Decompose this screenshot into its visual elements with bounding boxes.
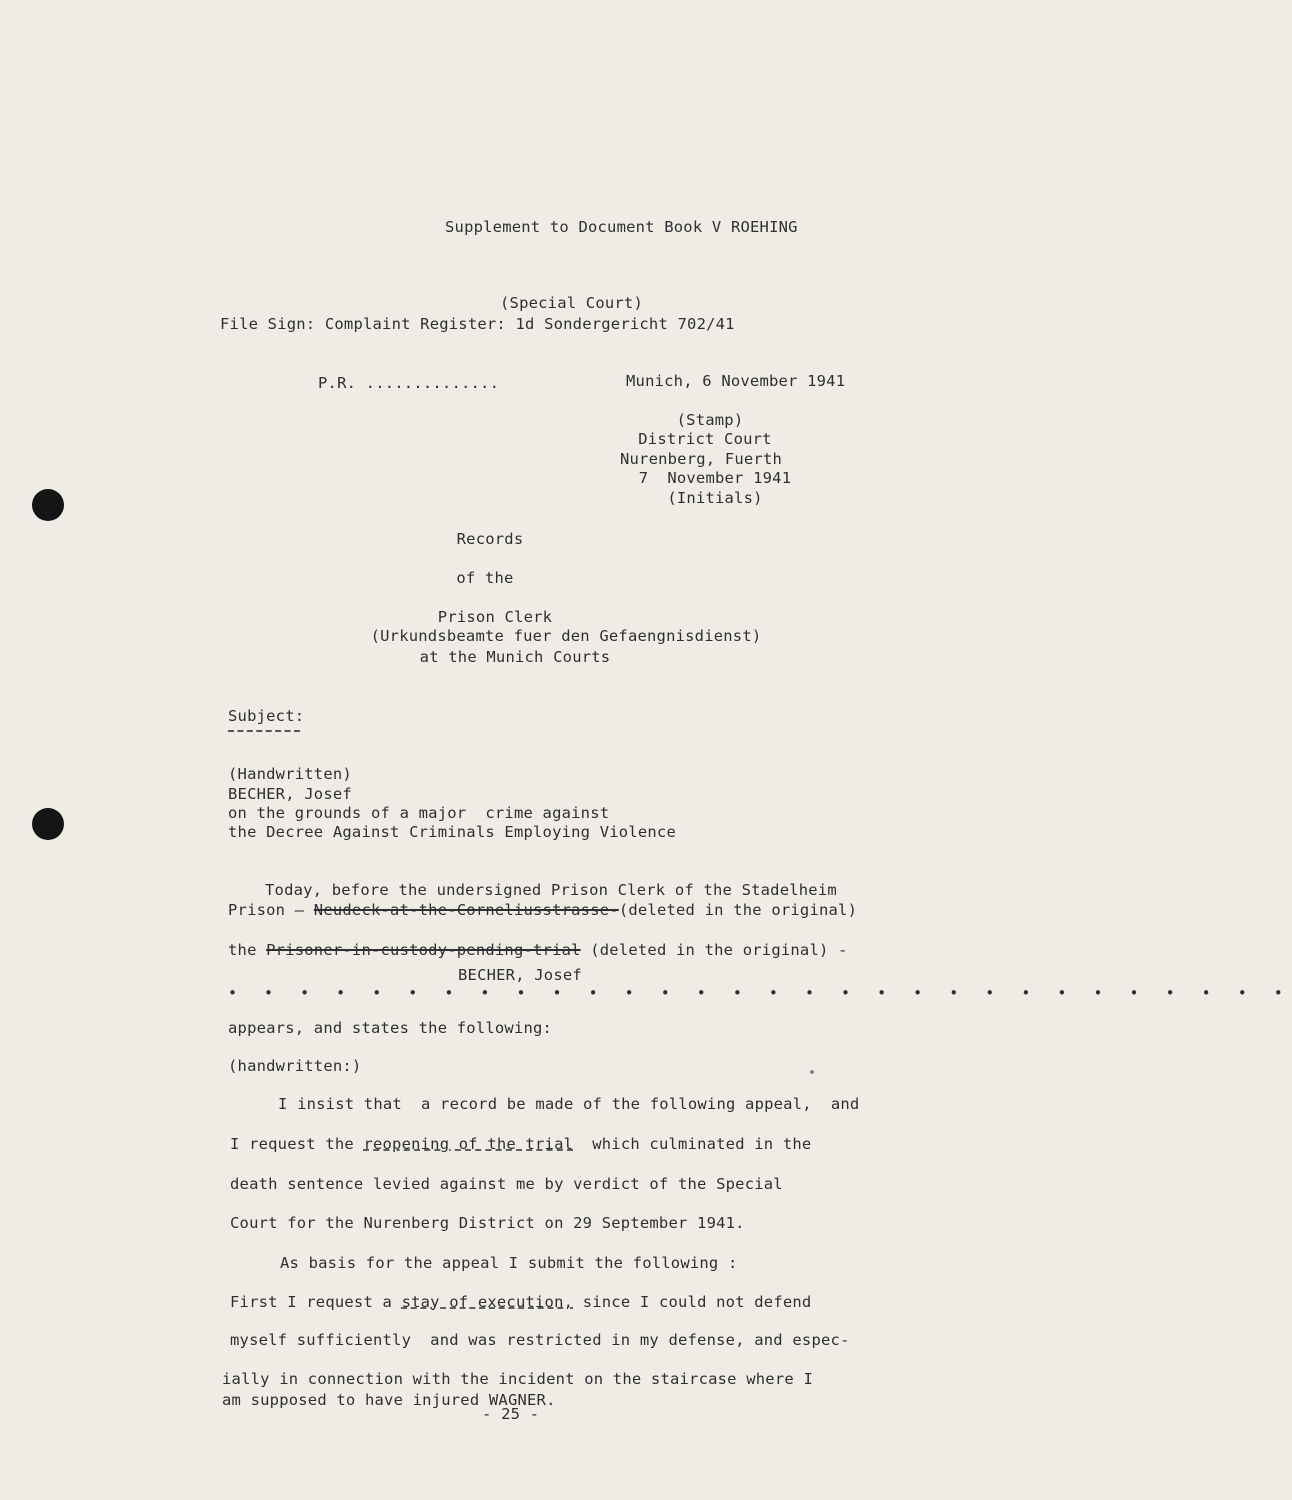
- body-p12: ially in connection with the incident on the staircase where I: [222, 1370, 813, 1388]
- body-p10-start: First I request a: [230, 1293, 402, 1311]
- body-p6-start: I request the: [230, 1135, 364, 1153]
- punch-hole-bottom: [32, 808, 64, 840]
- body-p2: [228, 941, 848, 959]
- body-p6-underlined: reopening of the trial: [363, 1135, 574, 1153]
- subject-line2: the Decree Against Criminals Employing Violence: [228, 823, 676, 841]
- stray-mark: [810, 1070, 814, 1074]
- body-p10-end: since I could not defend: [573, 1293, 812, 1311]
- subject-label: Subject:: [228, 707, 305, 725]
- subject-name: BECHER, Josef: [228, 785, 352, 803]
- body-p1b-struck: Neudeck-at-the-Corneliusstrasse-: [313, 901, 619, 919]
- stamp-initials: (Initials): [667, 489, 763, 507]
- body-p6: [230, 1135, 811, 1153]
- body-p4: (handwritten:): [228, 1057, 362, 1075]
- body-p1b-end: (deleted in the original): [618, 901, 858, 919]
- body-p10: [230, 1293, 811, 1311]
- subject-line1: on the grounds of a major crime against: [228, 804, 610, 822]
- subject-handwritten: (Handwritten): [228, 765, 352, 783]
- body-p7: death sentence levied against me by verdict of the Special: [230, 1175, 783, 1193]
- body-p3: appears, and states the following:: [228, 1019, 553, 1037]
- body-p11: myself sufficiently and was restricted in my defense, and espec-: [230, 1331, 850, 1349]
- title-munich-courts: at the Munich Courts: [419, 648, 611, 666]
- file-sign: File Sign: Complaint Register: 1d Sondergericht 702/41: [220, 315, 735, 333]
- stamp-city: Nurenberg, Fuerth: [619, 450, 783, 468]
- title-of-the: of the: [456, 569, 514, 587]
- stamp-label: (Stamp): [676, 411, 744, 429]
- body-p2-start: the: [228, 941, 267, 959]
- stamp-date: 7 November 1941: [638, 469, 792, 487]
- body-p2-struck: Prisoner-in-custody-pending-trial: [266, 941, 581, 959]
- body-p1b-start: Prison —: [228, 901, 314, 919]
- title-records: Records: [456, 530, 524, 548]
- body-p1a: Today, before the undersigned Prison Clerk of the Stadelheim: [265, 881, 837, 899]
- title-prison-clerk: Prison Clerk: [437, 608, 553, 626]
- body-p6-end: which culminated in the: [573, 1135, 812, 1153]
- body-p10-underlined: stay of execution,: [401, 1293, 574, 1311]
- pr-number: P.R. ..............: [318, 374, 500, 392]
- place-date: Munich, 6 November 1941: [626, 372, 846, 390]
- supplement-header: Supplement to Document Book V ROEHING: [445, 218, 798, 236]
- body-p5: I insist that a record be made of the following appeal, and: [278, 1095, 860, 1113]
- punch-hole-top: [32, 489, 64, 521]
- dotted-line: • • • • • • • • • • • • • • • • • • • • • • • • • • • • • •: [228, 984, 1292, 1002]
- body-p1b: [228, 901, 857, 919]
- body-p2-end: (deleted in the original) -: [580, 941, 848, 959]
- subject-underline: [228, 730, 300, 732]
- body-p8: Court for the Nurenberg District on 29 September 1941.: [230, 1214, 745, 1232]
- body-p9: As basis for the appeal I submit the following :: [280, 1254, 738, 1272]
- stamp-court: District Court: [638, 430, 772, 448]
- court-label: (Special Court): [500, 294, 643, 312]
- body-p13: am supposed to have injured WAGNER.: [222, 1391, 556, 1409]
- page-number: - 25 -: [482, 1405, 540, 1423]
- body-p2-name: BECHER, Josef: [458, 966, 582, 984]
- title-german: (Urkundsbeamte fuer den Gefaengnisdienst): [370, 627, 762, 645]
